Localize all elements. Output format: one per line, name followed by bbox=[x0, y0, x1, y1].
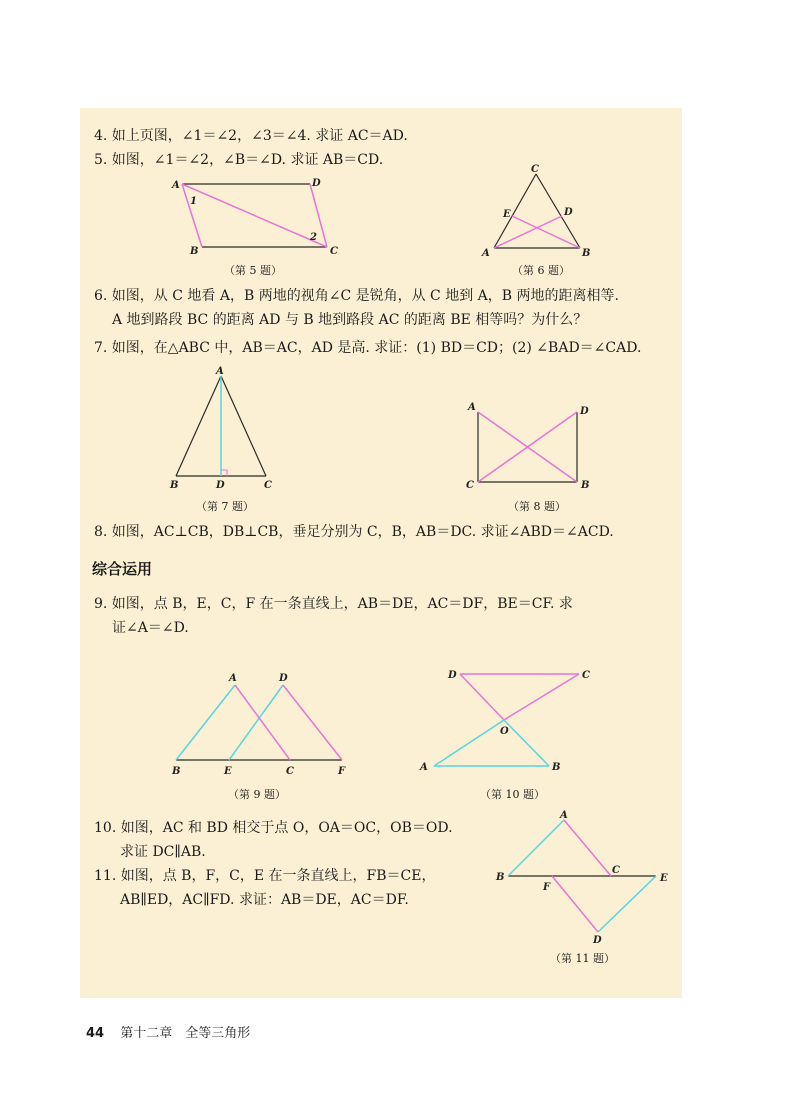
fig10-label-c: C bbox=[582, 670, 590, 681]
fig5-label-2: 2 bbox=[310, 232, 317, 243]
fig5-label-b: B bbox=[190, 246, 199, 257]
fig6-label-d: D bbox=[564, 207, 573, 218]
fig11-label-c: C bbox=[612, 865, 620, 876]
fig9-label-e: E bbox=[224, 766, 232, 777]
problem-9-line-1: 9. 如图，点 B，E，C，F 在一条直线上，AB＝DE，AC＝DF，BE＝CF. 求 bbox=[94, 596, 573, 612]
problem-6-line-2: A 地到路段 BC 的距离 AD 与 B 地到路段 AC 的距离 BE 相等吗？为什么？ bbox=[112, 312, 588, 328]
fig10-label-o: O bbox=[500, 726, 509, 737]
fig8-label-b: B bbox=[581, 480, 590, 491]
fig9-label-a: A bbox=[229, 673, 237, 684]
fig6-label-c: C bbox=[531, 164, 539, 175]
fig5-label-1: 1 bbox=[190, 196, 197, 207]
fig10-label-a: A bbox=[420, 762, 428, 773]
fig9-label-b: B bbox=[172, 766, 181, 777]
fig5-label-d: D bbox=[312, 178, 321, 189]
problem-5: 5. 如图，∠1＝∠2，∠B＝∠D. 求证 AB＝CD. bbox=[94, 152, 384, 168]
figure-7 bbox=[164, 364, 284, 494]
page-number: 44 bbox=[86, 1026, 105, 1041]
fig9-label-c: C bbox=[286, 766, 294, 777]
caption-fig8: （第 8 题） bbox=[508, 500, 566, 513]
fig11-label-b: B bbox=[496, 872, 505, 883]
section-title: 综合运用 bbox=[92, 560, 153, 578]
problem-9-line-2: 证∠A＝∠D. bbox=[112, 620, 189, 636]
figure-6 bbox=[478, 162, 598, 262]
fig7-label-b: B bbox=[170, 480, 179, 491]
problem-6-line-1: 6. 如图，从 C 地看 A，B 两地的视角∠C 是锐角，从 C 地到 A，B 两地的距离相等. bbox=[94, 288, 619, 304]
fig6-label-b: B bbox=[582, 248, 591, 259]
problem-11-line-2: AB∥ED，AC∥FD. 求证：AB＝DE，AC＝DF. bbox=[120, 892, 409, 908]
figure-5 bbox=[170, 174, 350, 259]
fig8-label-a: A bbox=[468, 402, 476, 413]
problem-10-line-1: 10. 如图，AC 和 BD 相交于点 O，OA＝OC，OB＝OD. bbox=[94, 820, 453, 836]
fig10-label-b: B bbox=[552, 762, 561, 773]
page-footer bbox=[86, 1022, 250, 1041]
problem-10-line-2: 求证 DC∥AB. bbox=[120, 844, 206, 860]
fig11-label-a: A bbox=[560, 810, 568, 821]
fig9-label-f: F bbox=[338, 766, 346, 777]
fig6-label-a: A bbox=[482, 248, 490, 259]
figure-9 bbox=[166, 668, 356, 778]
figure-8 bbox=[462, 398, 602, 493]
fig11-label-f: F bbox=[543, 882, 551, 893]
figure-11 bbox=[494, 808, 678, 948]
chapter-title: 第十二章 全等三角形 bbox=[120, 1026, 251, 1041]
caption-fig9: （第 9 题） bbox=[228, 788, 286, 801]
fig7-label-c: C bbox=[264, 480, 272, 491]
fig9-label-d: D bbox=[279, 673, 288, 684]
fig11-label-e: E bbox=[660, 873, 668, 884]
caption-fig10: （第 10 题） bbox=[480, 788, 545, 801]
caption-fig5: （第 5 题） bbox=[224, 264, 282, 277]
problem-8: 8. 如图，AC⊥CB，DB⊥CB，垂足分别为 C，B，AB＝DC. 求证∠ABD＝∠ACD. bbox=[94, 524, 614, 540]
caption-fig11: （第 11 题） bbox=[550, 952, 615, 965]
fig7-label-a: A bbox=[216, 366, 224, 377]
fig5-label-a: A bbox=[172, 180, 180, 191]
fig6-label-e: E bbox=[503, 209, 511, 220]
fig10-label-d: D bbox=[448, 670, 457, 681]
fig8-label-c: C bbox=[466, 480, 474, 491]
fig8-label-d: D bbox=[580, 406, 589, 417]
problem-11-line-1: 11. 如图，点 B，F，C，E 在一条直线上，FB＝CE， bbox=[94, 868, 436, 884]
problem-7: 7. 如图，在△ABC 中，AB＝AC，AD 是高. 求证：(1) BD＝CD；(2) ∠BAD＝∠CAD. bbox=[94, 340, 642, 356]
caption-fig7: （第 7 题） bbox=[196, 500, 254, 513]
caption-fig6: （第 6 题） bbox=[512, 264, 570, 277]
fig5-label-c: C bbox=[330, 246, 338, 257]
figure-10 bbox=[418, 664, 598, 776]
fig11-label-d: D bbox=[593, 935, 602, 946]
fig7-label-d: D bbox=[216, 480, 225, 491]
problem-4: 4. 如上页图，∠1＝∠2，∠3＝∠4. 求证 AC＝AD. bbox=[94, 128, 408, 144]
